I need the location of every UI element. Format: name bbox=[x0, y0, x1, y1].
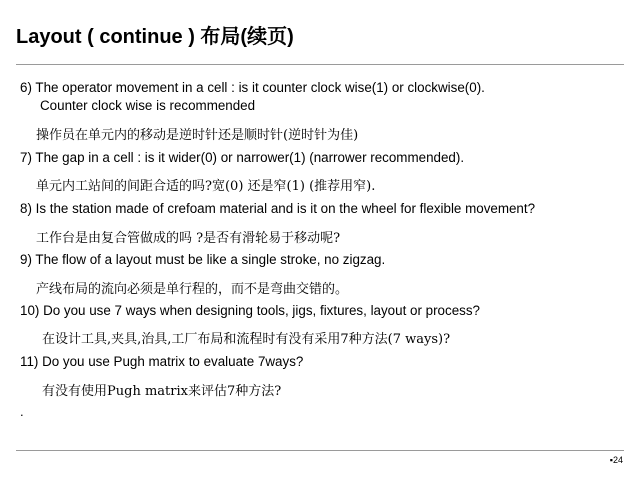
footer-divider bbox=[16, 450, 624, 451]
item-9-english: 9) The flow of a layout must be like a single stroke, no zigzag. bbox=[20, 252, 386, 267]
item-10-chinese: 在设计工具,夹具,治具,工厂布局和流程时有没有采用7种方法(7 ways)? bbox=[42, 332, 451, 347]
page-number: ▪24 bbox=[609, 455, 623, 465]
item-6-chinese: 操作员在单元内的移动是逆时针还是顺时针(逆时针为佳) bbox=[36, 128, 359, 143]
item-6-english-continued: Counter clock wise is recommended bbox=[40, 98, 256, 113]
item-10-english: 10) Do you use 7 ways when designing tools, jigs, fixtures, layout or process? bbox=[20, 303, 480, 318]
item-7-chinese: 单元内工站间的间距合适的吗?宽(0) 还是窄(1) (推荐用窄). bbox=[36, 179, 376, 194]
item-8-english: 8) Is the station made of crefoam material and is it on the wheel for flexible movement? bbox=[20, 201, 536, 216]
item-6-english: 6) The operator movement in a cell : is it counter clock wise(1) or clockwise(0). bbox=[20, 80, 485, 95]
item-7-english: 7) The gap in a cell : is it wider(0) or narrower(1) (narrower recommended). bbox=[20, 150, 465, 165]
trailing-mark: . bbox=[20, 404, 24, 419]
item-9-chinese: 产线布局的流向必须是单行程的，而不是弯曲交错的。 bbox=[36, 282, 349, 297]
title-divider bbox=[16, 64, 624, 65]
item-11-english: 11) Do you use Pugh matrix to evaluate 7ways? bbox=[20, 354, 304, 369]
slide-title: Layout ( continue ) 布局(续页) bbox=[16, 26, 294, 48]
item-8-chinese: 工作台是由复合管做成的吗 ?是否有滑轮易于移动呢? bbox=[36, 231, 341, 246]
item-11-chinese: 有没有使用Pugh matrix来评估7种方法? bbox=[42, 384, 282, 399]
